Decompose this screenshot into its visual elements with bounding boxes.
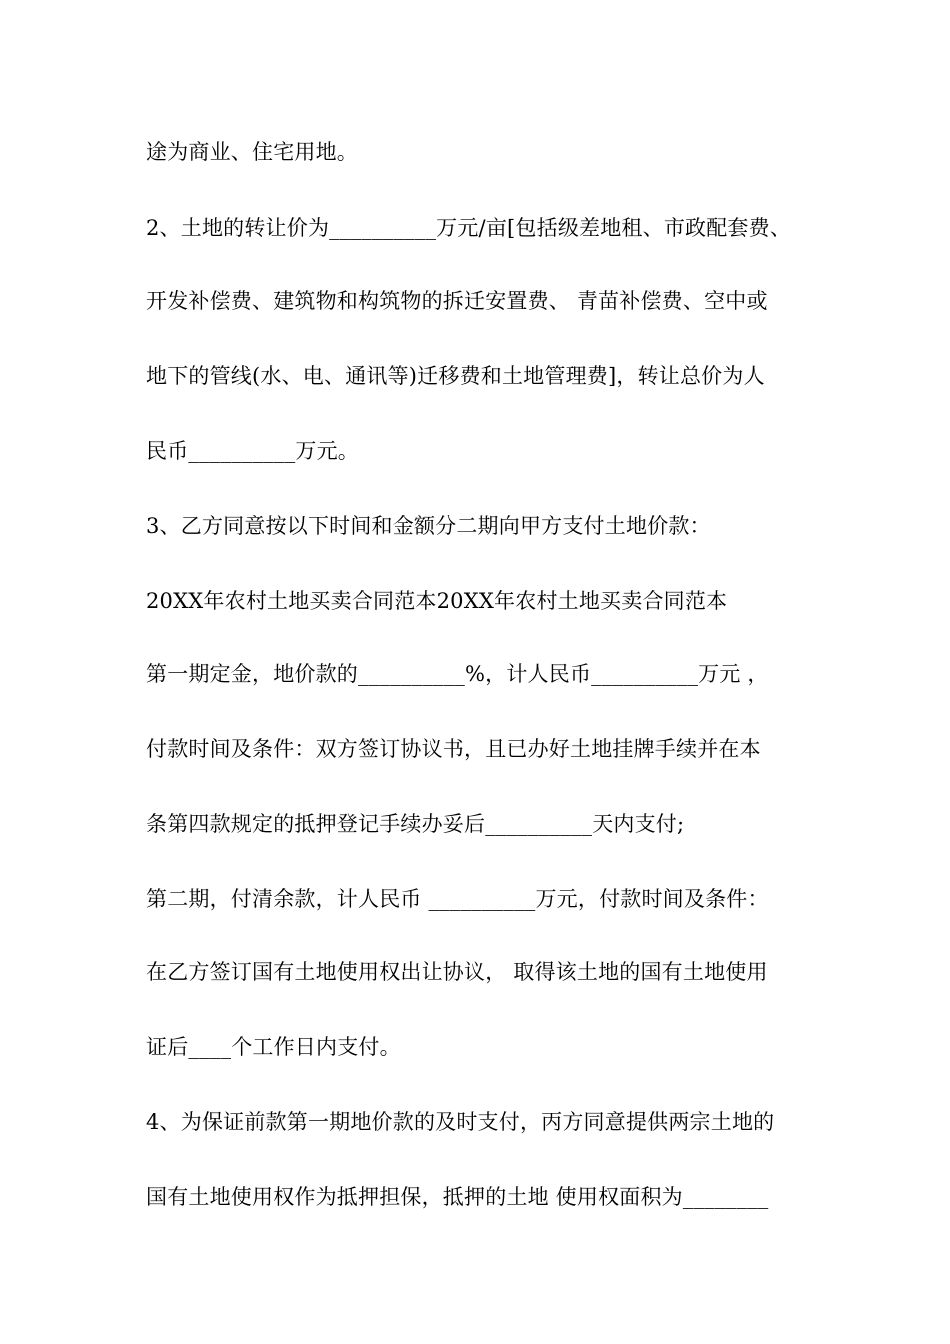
paragraph-line: 付款时间及条件：双方签订协议书，且已办好土地挂牌手续并在本 xyxy=(146,737,761,761)
paragraph-line: 2、土地的转让价为__________万元/亩[包括级差地租、市政配套费、 xyxy=(146,216,792,240)
paragraph-line: 3、乙方同意按以下时间和金额分二期向甲方支付土地价款： xyxy=(146,514,711,538)
paragraph-line: 途为商业、住宅用地。 xyxy=(146,140,358,164)
paragraph-line: 条第四款规定的抵押登记手续办妥后__________天内支付; xyxy=(146,812,685,836)
paragraph-line: 地下的管线(水、电、通讯等)迁移费和土地管理费]，转让总价为人 xyxy=(146,364,765,388)
paragraph-line: 民币__________万元。 xyxy=(146,439,359,463)
paragraph-line: 国有土地使用权作为抵押担保，抵押的土地 使用权面积为________ xyxy=(146,1185,769,1209)
paragraph-line: 在乙方签订国有土地使用权出让协议， 取得该土地的国有土地使用 xyxy=(146,960,768,984)
paragraph-line: 第一期定金，地价款的__________%，计人民币__________万元 ， xyxy=(146,662,769,686)
paragraph-line: 第二期，付清余款，计人民币 __________万元，付款时间及条件： xyxy=(146,887,769,911)
paragraph-line: 20XX年农村土地买卖合同范本20XX年农村土地买卖合同范本 xyxy=(146,589,728,613)
paragraph-line: 开发补偿费、建筑物和构筑物的拆迁安置费、 青苗补偿费、空中或 xyxy=(146,289,768,313)
paragraph-line: 证后____个工作日内支付。 xyxy=(146,1035,401,1059)
paragraph-line: 4、为保证前款第一期地价款的及时支付，丙方同意提供两宗土地的 xyxy=(146,1110,775,1134)
